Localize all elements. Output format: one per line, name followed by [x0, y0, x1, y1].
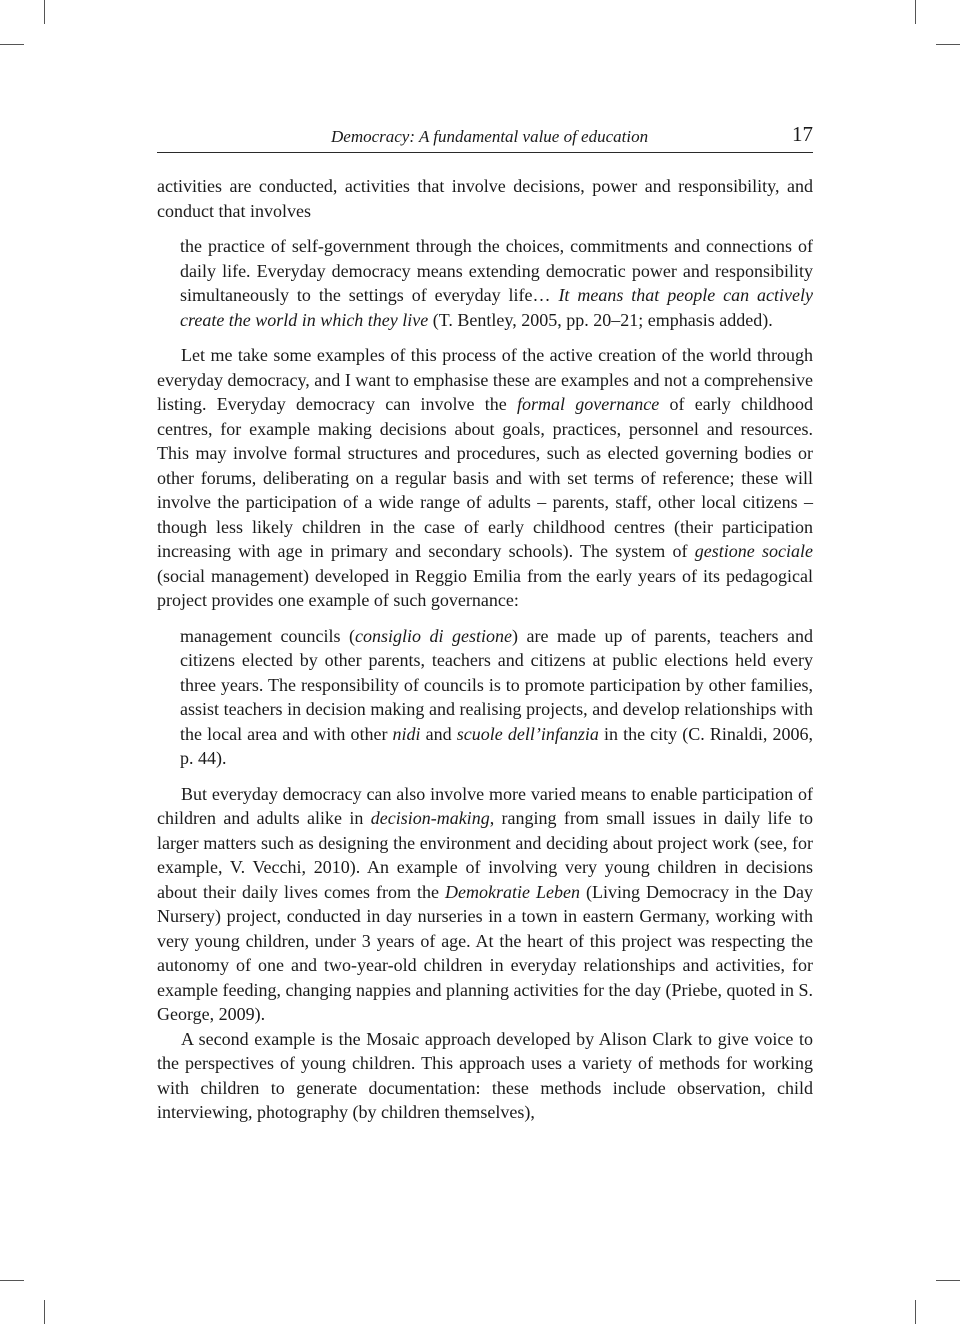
running-title: Democracy: A fundamental value of education	[331, 127, 649, 146]
crop-mark	[44, 0, 45, 24]
emphasis: gestione sociale	[694, 541, 813, 561]
paragraph: activities are conducted, activities that involve decisions, power and responsibility, and conduct that involves	[157, 176, 813, 221]
paragraph: Let me take some examples of this process of the active creation of the world through everyday democracy, and I want to emphasise these are examples and not a comprehensive listing. Everyday democracy can involve the formal governance of early childhood centres, for example making decisions about goals, practices, personnel and resources. This may involve formal structures and procedures, such as elected governing bodies or other forums, deliberating on a regular basis and with set terms of reference; these will involve the participation of a wide range of adults – parents, staff, other local citizens – though less likely children in the case of early childhood centres (their participation increasing with age in primary and secondary schools). The system of gestione sociale (social management) developed in Reggio Emilia from the early years of its pedagogical project provides one example of such governance:	[157, 345, 814, 610]
crop-mark	[44, 1300, 45, 1324]
crop-mark	[0, 44, 24, 45]
emphasis: formal governance	[517, 394, 660, 414]
crop-mark	[0, 1280, 24, 1281]
emphasis: scuole dell’infanzia	[456, 723, 599, 744]
emphasis: consiglio di gestione	[354, 625, 513, 646]
crop-mark	[936, 44, 960, 45]
emphasis: Demokratie Leben	[445, 881, 581, 902]
crop-mark	[915, 1300, 916, 1324]
paragraph: But everyday democracy can also involve more varied means to enable participation of children and adults alike in decision-making, ranging from small issues in daily life to larger matters such as designing the environment and deciding about project work (see, for example, V. Vecchi, 2010). An example of involving very young children in decisions about their daily lives comes from the Demokratie Leben (Living Democracy in the Day Nursery) project, conducted in day nurseries in a town in eastern Germany, working with very young children, under 3 years of age. At the heart of this project was respecting the autonomy of one and two-year-old children in everyday relationships and activities, for example feeding, changing nappies and planning activities for the day (Priebe, quoted in S. George, 2009).	[157, 783, 814, 1024]
block-quote: the practice of self-government through the choices, commitments and connections of daily life. Everyday democracy means extending democratic power and responsibility simultaneously to the settings of everyday life… It means that people can actively create the world in which they live (T. Bentley, 2005, pp. 20–21; emphasis added).	[180, 236, 813, 330]
emphasis: nidi	[392, 723, 421, 744]
body-text	[157, 174, 813, 1125]
paragraph: A second example is the Mosaic approach developed by Alison Clark to give voice to the perspectives of young children. This approach uses a variety of methods for working with children to generate documentation: these methods include observation, child interviewing, photography (by children themselves),	[157, 1028, 813, 1122]
emphasis: It means that people can actively create the world in which they live	[180, 285, 813, 330]
block-quote: management councils (consiglio di gestione) are made up of parents, teachers and citizens elected by other parents, teachers and citizens at public elections held every three years. The responsibility of councils is to promote participation by other families, assist teachers in decision making and realising projects, and develop relationships with the local area and with other nidi and scuole dell’infanzia in the city (C. Rinaldi, 2006, p. 44).	[180, 625, 814, 768]
crop-mark	[936, 1280, 960, 1281]
running-header	[157, 122, 813, 153]
page-number: 17	[792, 122, 813, 146]
crop-mark	[915, 0, 916, 24]
emphasis: decision-making	[370, 808, 490, 828]
